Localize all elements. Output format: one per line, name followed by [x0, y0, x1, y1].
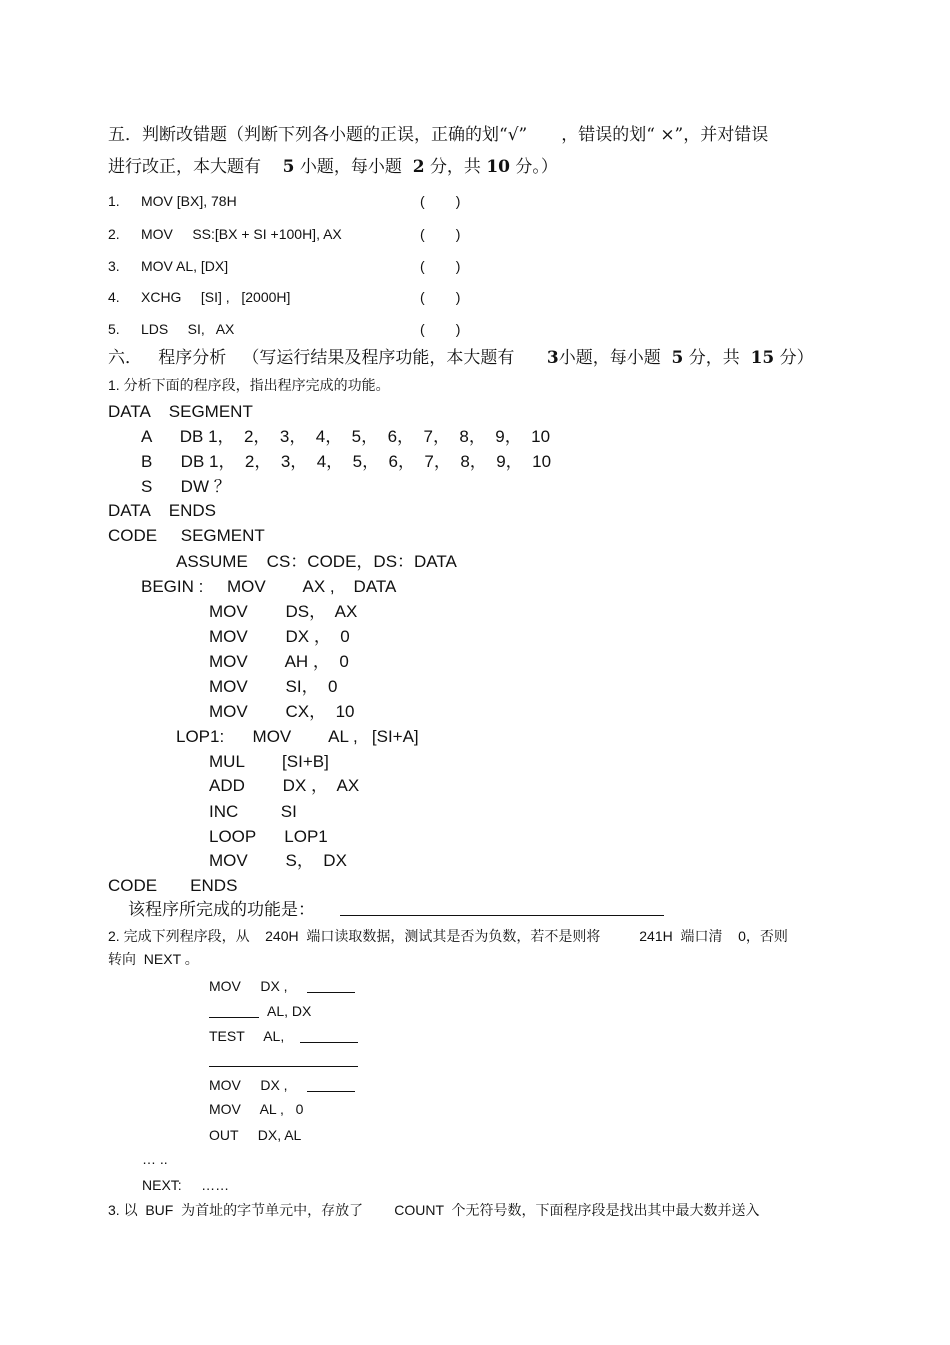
code-line: B DB 1， 2， 3， 4， 5， 6， 7， 8， 9， 10: [141, 452, 552, 471]
code-line: MOV S， DX: [209, 851, 347, 870]
code-line: TEST AL,: [209, 1028, 285, 1044]
code-line: MUL [SI+B]: [209, 752, 329, 771]
item-3-text: MOV AL, [DX]: [141, 258, 229, 274]
code-line: ADD DX ， AX: [209, 776, 360, 795]
q2-blank-1[interactable]: [307, 978, 355, 993]
code-line: DATA ENDS: [108, 501, 217, 520]
section5-title-line1: 五．判断改错题（判断下列各小题的正误，正确的划“√” ，错误的划“ ×”，并对错误: [108, 125, 769, 145]
q2-ellipsis: … ..: [142, 1151, 168, 1167]
item-4-answer-paren[interactable]: ( ): [420, 289, 461, 305]
q2-intro-line1: 2. 完成下列程序段，从 240H 端口读取数据，测试其是否为负数，若不是则将 241H 端口清 0，否则: [108, 928, 788, 944]
code-line: MOV DX ,: [209, 1077, 288, 1093]
code-line: LOOP LOP1: [209, 827, 328, 846]
q1-answer-label: 该程序所完成的功能是：: [128, 900, 315, 919]
code-line: MOV AH ， 0: [209, 652, 349, 671]
q2-next-label: NEXT: ……: [142, 1177, 230, 1193]
item-5-answer-paren[interactable]: ( ): [420, 321, 461, 337]
item-5-text: LDS SI, AX: [141, 321, 235, 337]
code-line: MOV DX ， 0: [209, 627, 350, 646]
code-line: BEGIN : MOV AX , DATA: [141, 577, 397, 596]
code-line: MOV DS， AX: [209, 602, 358, 621]
item-4-number: 4.: [108, 289, 120, 305]
q1-intro: 1. 分析下面的程序段，指出程序完成的功能。: [108, 377, 390, 393]
item-2-text: MOV SS:[BX + SI +100H], AX: [141, 226, 342, 242]
q2-blank-2[interactable]: [209, 1003, 259, 1018]
item-2-answer-paren[interactable]: ( ): [420, 226, 461, 242]
item-3-answer-paren[interactable]: ( ): [420, 258, 461, 274]
q1-answer-blank[interactable]: [340, 901, 664, 916]
item-2-number: 2.: [108, 226, 120, 242]
code-line: MOV AL , 0: [209, 1101, 304, 1117]
code-line: MOV CX， 10: [209, 702, 355, 721]
code-line: INC SI: [209, 802, 297, 821]
code-line: MOV SI， 0: [209, 677, 338, 696]
code-line: OUT DX, AL: [209, 1127, 302, 1143]
q2-blank-3[interactable]: [300, 1028, 358, 1043]
code-line: A DB 1， 2， 3， 4， 5， 6， 7， 8， 9， 10: [141, 427, 551, 446]
section6-title: 六． 程序分析 （写运行结果及程序功能，本大题有 3小题，每小题 5 分，共 15 分）: [108, 348, 814, 368]
code-line: CODE ENDS: [108, 876, 238, 895]
q2-blank-4[interactable]: [209, 1052, 358, 1067]
q3-intro: 3. 以 BUF 为首址的字节单元中，存放了 COUNT 个无符号数，下面程序段是找出其中最大数并送入: [108, 1202, 760, 1218]
code-line: CODE SEGMENT: [108, 526, 265, 545]
section5-title-line2: 进行改正，本大题有 5 小题，每小题 2 分，共 10 分。）: [108, 157, 558, 177]
code-line: ASSUME CS：CODE，DS：DATA: [176, 552, 457, 571]
item-1-number: 1.: [108, 193, 120, 209]
item-1-answer-paren[interactable]: ( ): [420, 193, 461, 209]
item-3-number: 3.: [108, 258, 120, 274]
item-1-text: MOV [BX], 78H: [141, 193, 237, 209]
code-line: LOP1: MOV AL , [SI+A]: [176, 727, 419, 746]
code-line: MOV DX ,: [209, 978, 288, 994]
q2-intro-line2: 转向 NEXT 。: [108, 951, 199, 967]
code-line: DATA SEGMENT: [108, 402, 253, 421]
item-4-text: XCHG [SI] , [2000H]: [141, 289, 291, 305]
code-line: S DW ？: [141, 477, 231, 496]
item-5-number: 5.: [108, 321, 120, 337]
code-line: AL, DX: [267, 1003, 312, 1019]
q2-blank-5[interactable]: [307, 1077, 355, 1092]
